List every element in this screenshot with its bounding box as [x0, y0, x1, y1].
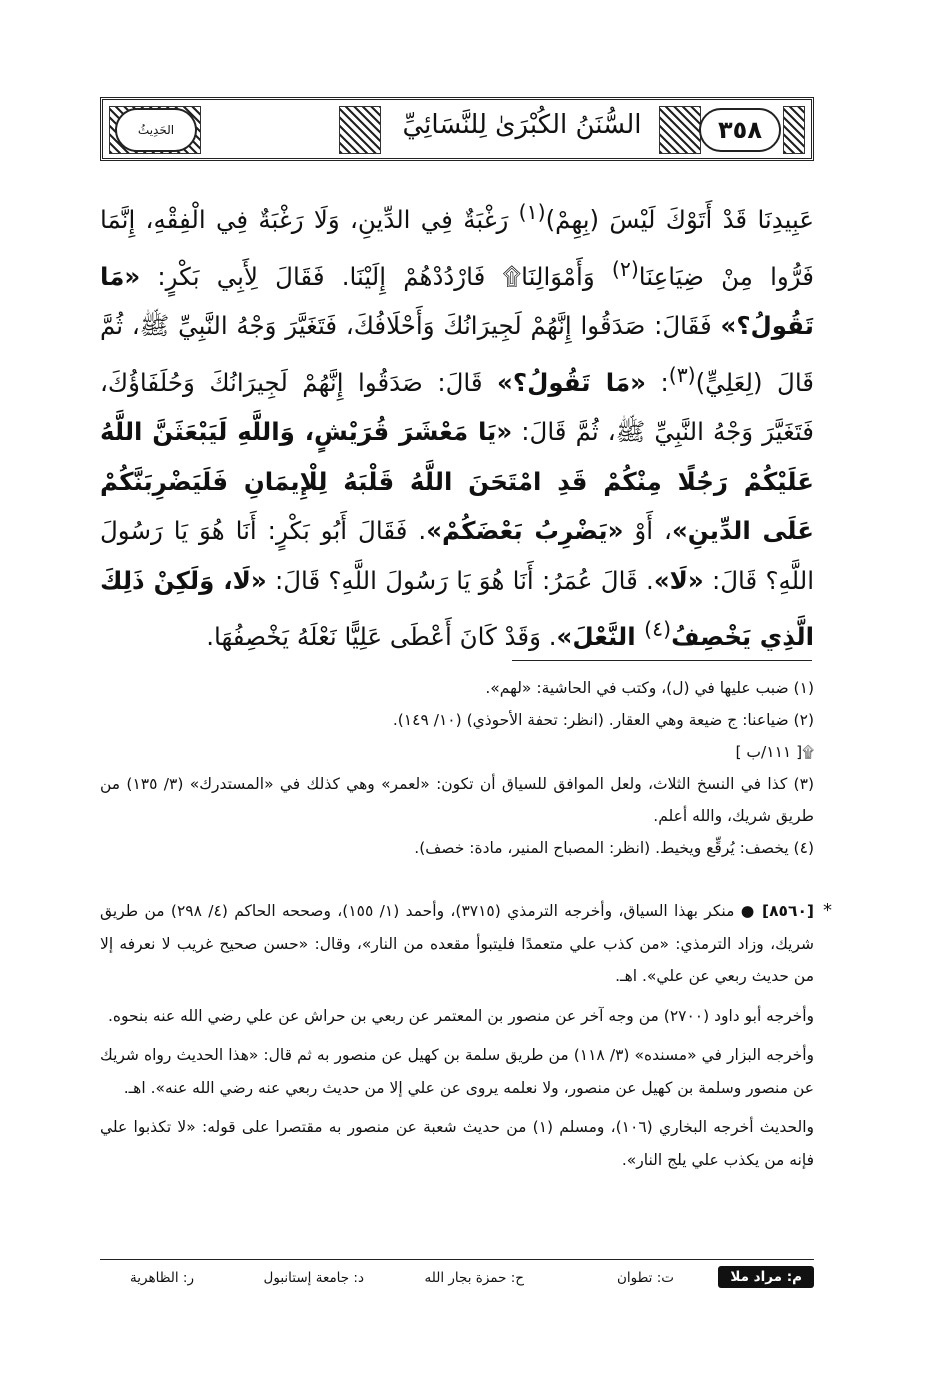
note-paragraph — [100, 895, 814, 993]
bottom-divider — [100, 1259, 814, 1260]
footnotes — [100, 672, 814, 864]
source-d: د: جامعة إستانبول — [263, 1270, 364, 1286]
footnote-1: (١) ضبب عليها في (ل)، وكتب في الحاشية: «لهم». — [485, 679, 814, 697]
hadith-text — [100, 188, 814, 662]
source-t: ت: تطوان — [616, 1270, 674, 1286]
note-text: ● منكر بهذا السياق، وأخرجه الترمذي (٣٧١٥)، وأحمد (١/ ١٥٥)، وصححه الحاكم (٤/ ٢٩٨) من طريق شريك، وزاد الترمذي: «من كذب علي متعمدًا فليتبوأ مقعده من النار»، وقال: «حسن صحيح غريب لا نعرفه إلا من حديث ربعي عن علي». اهـ. — [100, 902, 814, 985]
page-header — [100, 97, 814, 161]
star-marker: * — [823, 900, 832, 921]
footnote-ref: (٢) — [611, 256, 639, 281]
prophet-speech: «يَضْرِبُ بَعْضَكُمْ» — [426, 516, 624, 546]
note-paragraph: والحديث أخرجه البخاري (١٠٦)، ومسلم (١) من حديث شعبة عن منصور به مقتصرا على قوله: «لا تكذبوا علي فإنه من يكذب علي يلج النار». — [100, 1118, 815, 1169]
source-r: ر: الظاهرية — [130, 1270, 194, 1286]
ornament-right — [783, 106, 805, 154]
book-title: السُّنَنُ الكُبْرَىٰ لِلنَّسَائِيِّ — [402, 110, 642, 140]
note-paragraph: وأخرجه أبو داود (٢٧٠٠) من وجه آخر عن منصور بن المعتمر عن ربعي بن حراش عن علي رضي الله عنه بنحوه. — [107, 1006, 814, 1025]
page-number — [699, 108, 781, 152]
footnote-2: (٢) ضياعنا: ج ضيعة وهي العقار. (انظر: تحفة الأحوذي) (١٠/ ١٤٩). — [392, 711, 814, 729]
text-run: : — [645, 367, 669, 397]
series-seal — [115, 108, 197, 152]
text-run: . قَالَ عُمَرُ: أَنَا هُوَ يَا رَسُولَ اللَّهِ؟ قَالَ: — [266, 565, 654, 595]
footnote-ref: (٣) — [668, 362, 696, 387]
source-h: ح: حمزة بجار الله — [424, 1270, 524, 1286]
prophet-speech: «لَا، وَلَكِنْ ذَلِكَ الَّذِي يَخْصِفُ — [100, 565, 814, 652]
text-run: . وَقَدْ كَانَ أَعْطَى عَلِيًّا نَعْلَهُ يَخْصِفُهَا. — [206, 622, 557, 652]
footnote-ref: (١) — [518, 200, 546, 224]
seal-text: الحَدِيثُ — [137, 123, 175, 137]
prophet-speech: النَّعْلَ» — [556, 622, 645, 652]
text-run: رَغْبَةٌ فِي الدِّينِ، وَلَا رَغْبَةٌ فِي الْفِقْهِ، إِنَّمَا فَرُّوا مِنْ ضِيَاعِنَا — [100, 205, 814, 291]
text-run: . فَقَالَ أَبُو بَكْرٍ: أَنَا هُوَ يَا رَسُولَ اللَّهِ؟ قَالَ: — [100, 516, 814, 595]
prophet-speech: «يَا مَعْشَرَ قُرَيْشٍ، وَاللَّهِ لَيَبْعَثَنَّ اللَّهُ عَلَيْكُمْ رَجُلًا مِنْكُمْ قَدِ امْتَحَنَ اللَّهُ قَلْبَهُ لِلْإِيمَانِ فَلَيَضْرِبَنَّكُمْ عَلَى الدِّينِ» — [100, 417, 815, 546]
prophet-speech: «مَا تَقُولُ؟» — [100, 261, 814, 341]
note-paragraph: وأخرجه البزار في «مسنده» (٣/ ١١٨) من طريق سلمة بن كهيل عن منصور به ثم قال: «هذا الحديث رواه شريك عن منصور وسلمة بن كهيل عن منصور، ولا نعلمه يروى عن علي إلا من حديث ربعي عنه رضي الله عنه». اهـ. — [100, 1046, 814, 1097]
text-run: عَبِيدِنَا قَدْ أَتَوْكَ لَيْسَ (بِهِمْ) — [545, 205, 814, 235]
footnote-3: (٣) كذا في النسخ الثلاث، ولعل الموافق للسياق أن تكون: «لعمر» وهي كذلك في «المستدرك» (٣/ ١٣٥) من طريق شريك، والله أعلم. — [100, 775, 814, 825]
footnote-divider — [512, 660, 812, 661]
text-run: قَالَ: صَدَقُوا إِنَّهُمْ لَجِيرَانُكَ وَحُلَفَاؤُكَ، فَتَغَيَّرَ وَجْهُ النَّبِيِّ ﷺ، ثُمَّ قَالَ: — [100, 367, 814, 447]
hadith-grading-note — [100, 895, 832, 1183]
source-m: م: مراد ملا — [718, 1266, 814, 1288]
manuscript-sources — [100, 1266, 814, 1296]
footnote-4: (٤) يخصف: يُرقِّع ويخيط. (انظر: المصباح المنير، مادة: خصف). — [414, 839, 814, 857]
ornament-middle-right — [659, 106, 701, 154]
prophet-speech: «مَا تَقُولُ؟» — [497, 367, 646, 397]
ornament-middle-left — [339, 106, 381, 154]
text-run: ، أَوْ — [623, 516, 672, 546]
folio-marker: ۩[ ١١١/ب ] — [735, 743, 814, 761]
prophet-speech: «لَا» — [653, 565, 704, 595]
text-run: وَأَمْوَالِنَا۩ فَارْدُدْهُمْ إِلَيْنَا. فَقَالَ لِأَبِي بَكْرٍ: — [140, 261, 612, 291]
page-number-text: ٣٥٨ — [718, 116, 762, 144]
hadith-number: [٨٥٦٠] — [761, 902, 815, 920]
text-run: فَقَالَ: صَدَقُوا إِنَّهُمْ لَجِيرَانُكَ وَأَحْلَافُكَ، فَتَغَيَّرَ وَجْهُ النَّبِيِّ ﷺ، ثُمَّ قَالَ (لِعَلِيٍّ) — [100, 311, 815, 397]
footnote-ref: (٤) — [644, 617, 672, 642]
